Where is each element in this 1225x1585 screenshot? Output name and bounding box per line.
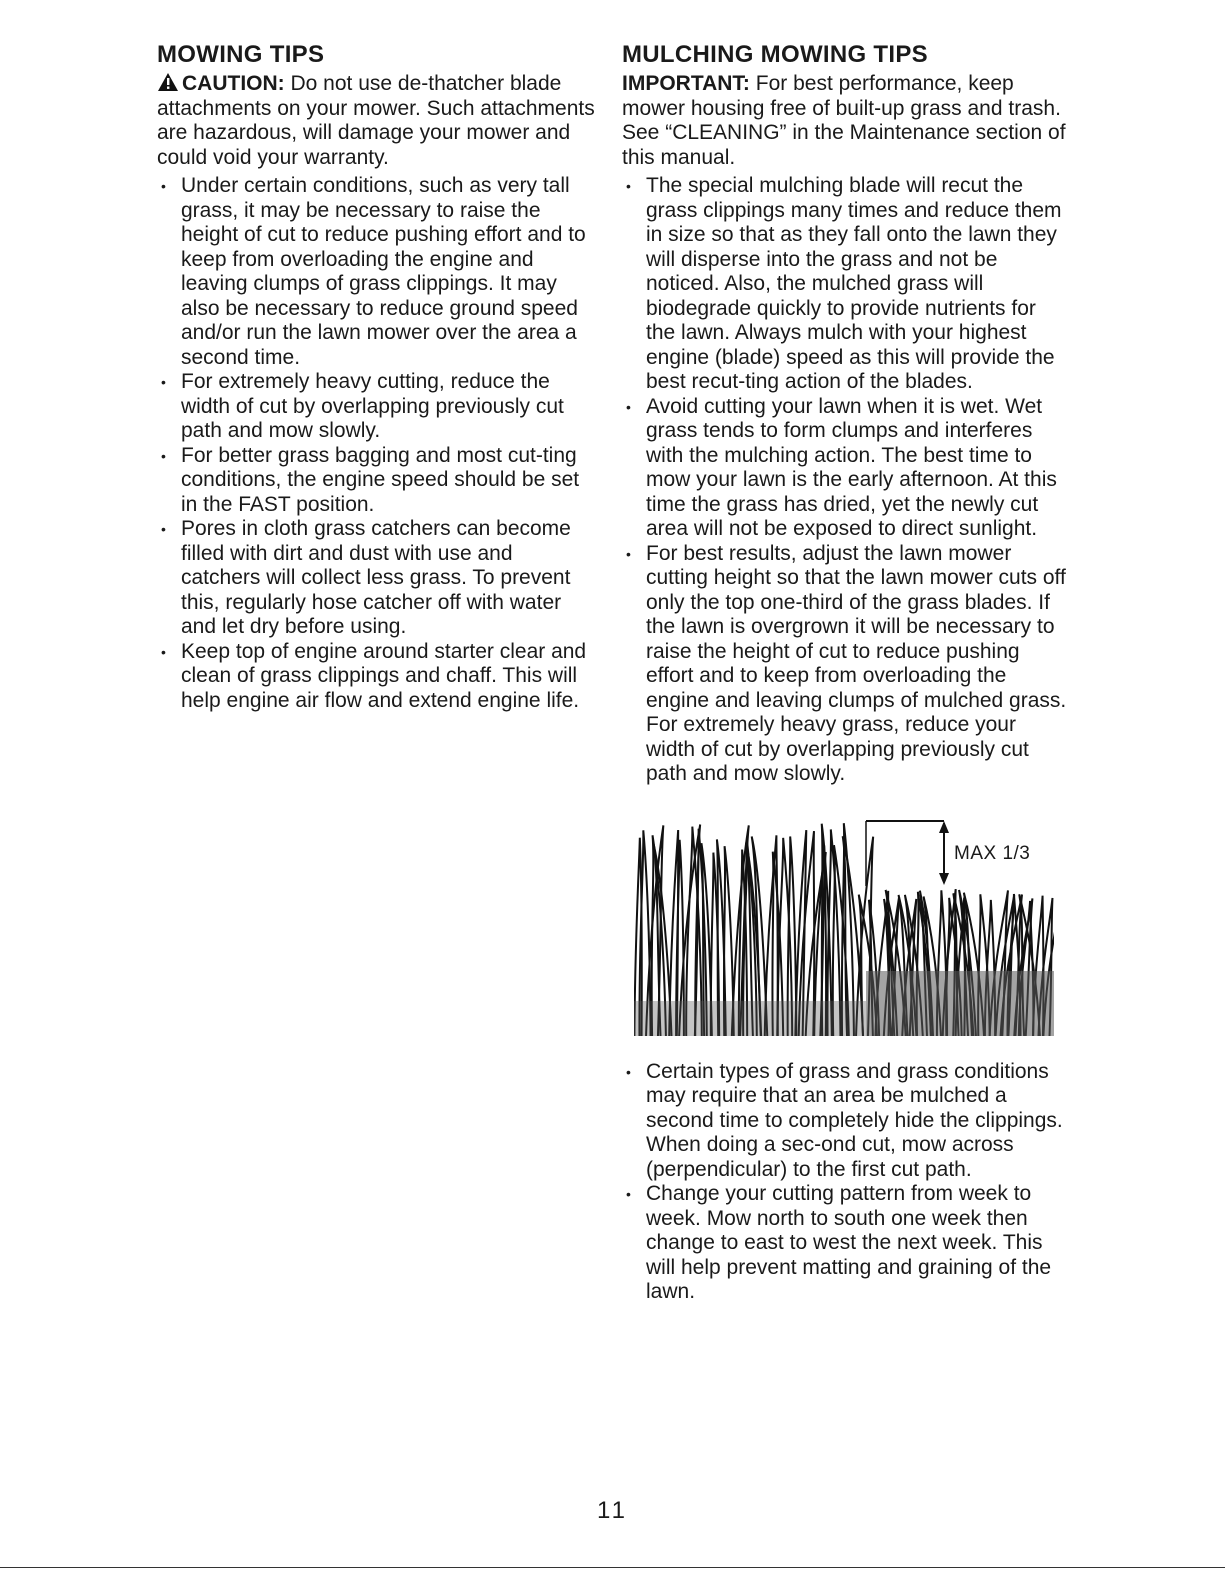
important-text: For best performance, keep mower housing free of built-up grass and trash. See “CLEANING” in the Maintenance section of this manual.: [622, 72, 1066, 169]
mulching-tips-heading: MULCHING MOWING TIPS: [622, 41, 928, 68]
list-item: • Certain types of grass and grass conditions may require that an area be mulched a second time to completely hide the clippings. When doing a sec-ond cut, mow across (perpendicular) to the first cut path.: [622, 1060, 1067, 1183]
caution-label: CAUTION:: [182, 72, 285, 95]
list-item: • Pores in cloth grass catchers can become filled with dirt and dust with use and catchers will collect less grass. To prevent this, regularly hose catcher off with water and let dry before using.: [157, 517, 597, 640]
mulching-tips-column: [622, 40, 1067, 1305]
list-item: • For extremely heavy cutting, reduce the width of cut by overlapping previously cut path and mow slowly.: [157, 370, 597, 444]
mulching-tips-list-continued: [622, 1060, 1067, 1305]
grass-height-illustration: [634, 811, 1054, 1036]
list-item: • Keep top of engine around starter clear and clean of grass clippings and chaff. This will help engine air flow and extend engine life.: [157, 640, 597, 714]
mowing-tips-column: [157, 40, 597, 713]
list-item: • Avoid cutting your lawn when it is wet. Wet grass tends to form clumps and interferes with the mulching action. The best time to mow your lawn is the early afternoon. At this time the grass has dried, yet the newly cut area will not be exposed to direct sunlight.: [622, 395, 1067, 542]
page-number: 11: [597, 1497, 628, 1524]
mowing-tips-heading: MOWING TIPS: [157, 41, 325, 68]
max-one-third-label: MAX 1/3: [954, 842, 1031, 864]
list-item: • Change your cutting pattern from week to week. Mow north to south one week then change to east to west the next week. This will help prevent matting and graining of the lawn.: [622, 1182, 1067, 1305]
list-item: • For better grass bagging and most cut-ting conditions, the engine speed should be set in the FAST position.: [157, 444, 597, 518]
list-item: • Under certain conditions, such as very tall grass, it may be necessary to raise the height of cut to reduce pushing effort and to keep from overloading the engine and leaving clumps of grass clippings. It may also be necessary to reduce ground speed and/or run the lawn mower over the area a second time.: [157, 174, 597, 370]
caution-text: Do not use de-thatcher blade attachments on your mower. Such attachments are hazardous, will damage your mower and could void your warranty.: [157, 72, 595, 169]
mulching-tips-list: [622, 174, 1067, 787]
important-paragraph: [622, 72, 1067, 170]
caution-paragraph: [157, 72, 597, 170]
warning-triangle-icon: [157, 72, 179, 92]
list-item: • For best results, adjust the lawn mower cutting height so that the lawn mower cuts off only the top one-third of the grass blades. If the lawn is overgrown it will be necessary to raise the height of cut to reduce pushing effort and to keep from overloading the engine and leaving clumps of mulched grass. For extremely heavy grass, reduce your width of cut by overlapping previously cut path and mow slowly.: [622, 542, 1067, 787]
mowing-tips-list: [157, 174, 597, 713]
important-label: IMPORTANT:: [622, 72, 750, 95]
list-item: • The special mulching blade will recut the grass clippings many times and reduce them in size so that as they fall onto the lawn they will disperse into the grass and not be noticed. Also, the mulched grass will biodegrade quickly to provide nutrients for the lawn. Always mulch with your highest engine (blade) speed as this will provide the best recut-ting action of the blades.: [622, 174, 1067, 395]
bottom-divider: [0, 1567, 1225, 1568]
